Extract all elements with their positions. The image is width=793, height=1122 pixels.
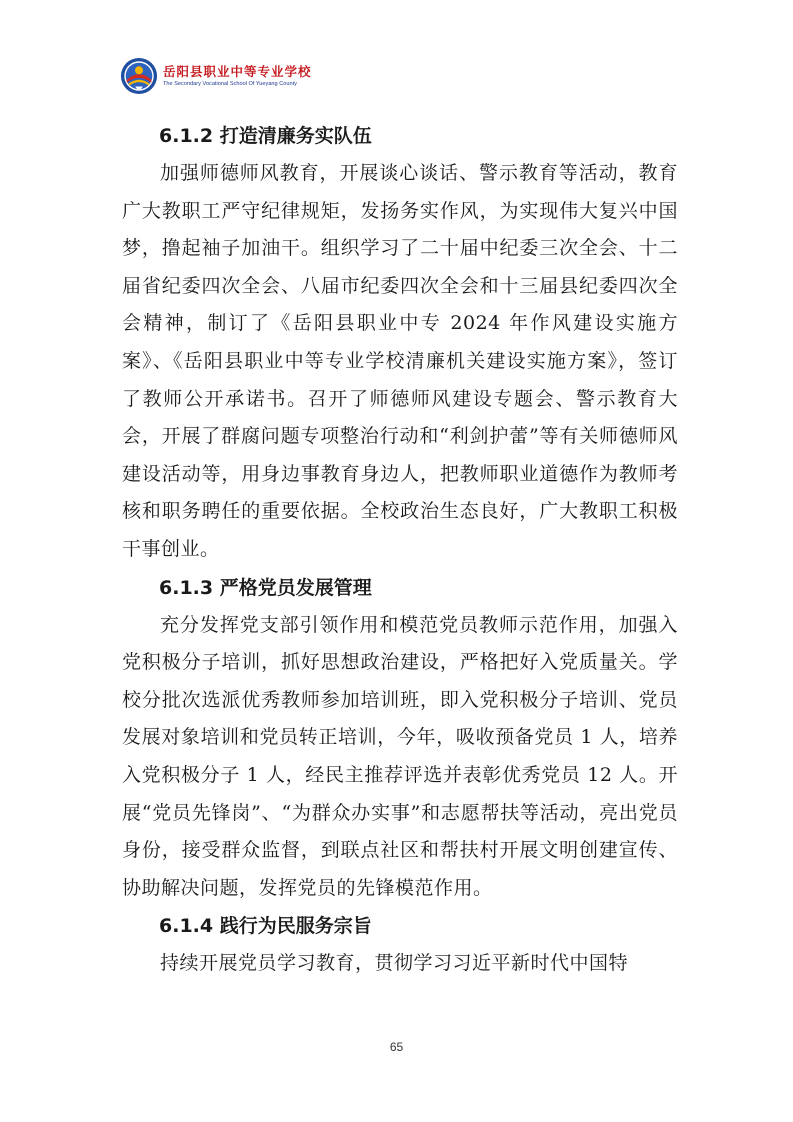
section-heading: 6.1.2 打造清廉务实队伍 xyxy=(159,125,372,147)
section-6-1-2 xyxy=(122,117,678,569)
section-paragraph: 充分发挥党支部引领作用和模范党员教师示范作用，加强入党积极分子培训，抓好思想政治建设，严格把好入党质量关。学校分批次选派优秀教师参加培训班，即入党积极分子培训、党员发展对象培训和党员转正培训，今年，吸收预备党员 1 人，培养入党积极分子 1 人，经民主推荐评选并表彰优秀党员 12 人。开展“党员先锋岗”、“为群众办实事”和志愿帮扶等活动，亮出党员身份，接受群众监督，到联点社区和帮扶村开展文明创建宣传、协助解决问题，发挥党员的先锋模范作用。 xyxy=(122,613,678,899)
school-name-cn: 岳阳县职业中等专业学校 xyxy=(163,64,312,79)
section-heading: 6.1.4 践行为民服务宗旨 xyxy=(159,915,372,938)
school-emblem-icon xyxy=(120,57,158,95)
section-paragraph: 加强师德师风教育，开展谈心谈话、警示教育等活动，教育广大教职工严守纪律规矩，发扬务实作风，为实现伟大复兴中国梦，撸起袖子加油干。组织学习了二十届中纪委三次全会、十二届省纪委四次全会、八届市纪委四次全会和十三届县纪委四次全会精神，制订了《岳阳县职业中专 2024 年作风建设实施方案》、《岳阳县职业中等专业学校清廉机关建设实施方案》，签订了教师公开承诺书。召开了师德师风建设专题会、警示教育大会，开展了群腐问题专项整治行动和“利剑护蕾”等有关师德师风建设活动等，用身边事教育身边人，把教师职业道德作为教师考核和职务聘任的重要依据。全校政治生态良好，广大教职工积极干事创业。 xyxy=(122,162,678,560)
page-header xyxy=(120,56,312,96)
page-number: 65 xyxy=(389,1040,404,1054)
school-name-en: The Secondary Vocational School Of Yueyang County xyxy=(163,81,297,87)
section-paragraph: 持续开展党员学习教育，贯彻学习习近平新时代中国特 xyxy=(160,952,629,975)
section-heading: 6.1.3 严格党员发展管理 xyxy=(159,576,372,599)
section-6-1-3 xyxy=(122,569,678,908)
school-name-block xyxy=(163,64,312,88)
document-body xyxy=(122,117,678,983)
section-6-1-4 xyxy=(122,907,678,983)
